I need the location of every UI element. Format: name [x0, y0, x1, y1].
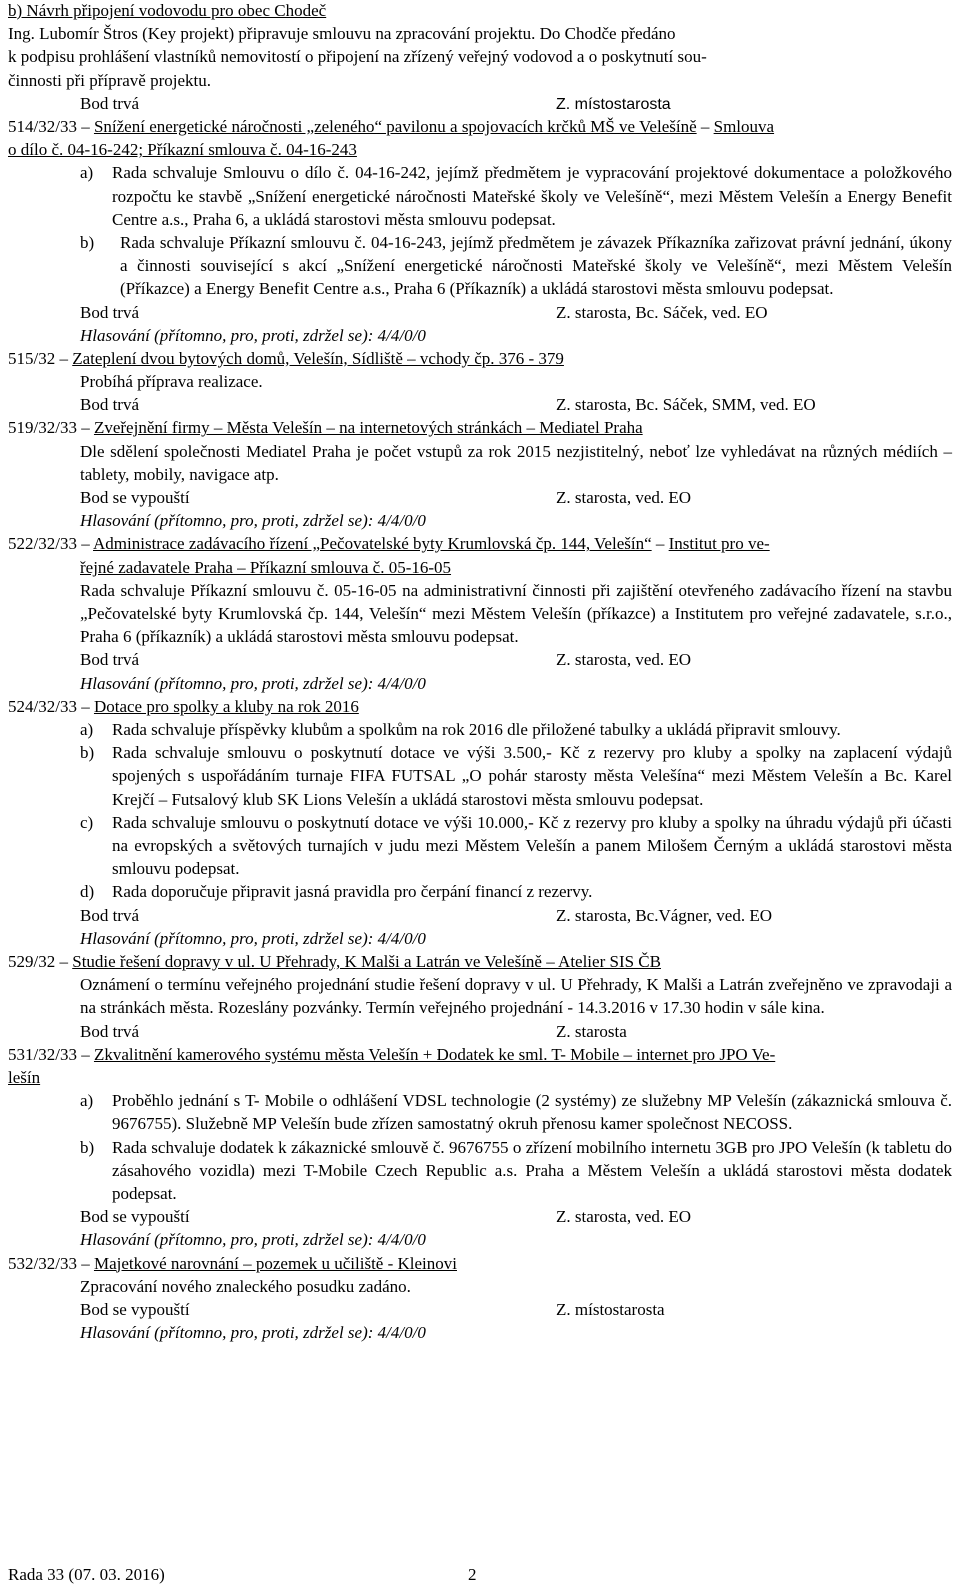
- status-row: [8, 904, 952, 927]
- item-title: Zveřejnění firmy – Města Velešín – na internetových stránkách – Mediatel Praha: [93, 418, 643, 438]
- responsible-text: Z. starosta: [556, 1021, 627, 1041]
- paragraph-line: činnosti při přípravě projektu.: [8, 70, 212, 90]
- item-title: Dotace pro spolky a kluby na rok 2016: [93, 696, 359, 716]
- vote-text: Hlasování (přítomno, pro, proti, zdržel se): 4/4/0/0: [80, 928, 426, 948]
- list-letter: d): [80, 882, 95, 902]
- item-title: lešín: [8, 1067, 41, 1087]
- list-letter: a): [80, 163, 94, 183]
- status-row: [8, 486, 952, 509]
- list-text: Rada schvaluje Smlouvu o dílo č. 04-16-242, jejímž předmětem je vypracování projektové dokumentace a položkového rozpočtu ke stavbě „Snížení energetické náročnosti Mateřské školy ve Velešíně“, mezi Městem Velešín a Energy Benefit Centre a.s., Praha 6, a ukládá starostovi města smlouvu podepsat.: [112, 163, 952, 229]
- list-item: [8, 741, 952, 811]
- item-title: Zateplení dvou bytových domů, Velešín, Sídliště – vchody čp. 376 - 379: [72, 348, 564, 368]
- vote-text: Hlasování (přítomno, pro, proti, zdržel se): 4/4/0/0: [80, 1230, 426, 1250]
- page-number: 2: [468, 1565, 477, 1584]
- status-text: Bod trvá: [80, 1021, 140, 1041]
- item-number: 531/32/33: [8, 1044, 77, 1064]
- footer-session: Rada 33 (07. 03. 2016): [8, 1565, 165, 1584]
- list-letter: a): [80, 1091, 94, 1111]
- status-row: [8, 393, 952, 416]
- list-item: [8, 811, 952, 881]
- list-text: Rada schvaluje Příkazní smlouvu č. 04-16-243, jejímž předmětem je závazek Příkazníka zařizovat právní jednání, úkony a činnosti související s akcí „Snížení energetické náročnosti Mateřské školy ve Velešíně“, mezi Městem Velešín (Příkazce) a Energy Benefit Centre a.s., Praha 6 (Příkazník) a ukládá starostovi města smlouvu podepsat.: [120, 232, 952, 299]
- list-item: [8, 231, 952, 301]
- vote-text: Hlasování (přítomno, pro, proti, zdržel se): 4/4/0/0: [80, 325, 426, 345]
- list-text: Rada schvaluje smlouvu o poskytnutí dotace ve výši 3.500,- Kč z rezervy pro kluby a spolky na zaplacení výdajů spojených s uspořádáním turnaje FIFA FUTSAL „O pohár starosty města Velešína“ mezi Městem Velešín a Bc. Karel Krejčí – Futsalový klub SK Lions Velešín a ukládá starostovi města smlouvu podepsat.: [112, 743, 952, 809]
- responsible-text: Z. starosta, Bc. Sáček, ved. EO: [556, 302, 768, 322]
- status-text: Bod trvá: [80, 650, 140, 670]
- list-text: Proběhlo jednání s T- Mobile o odhlášení VDSL technologie (2 systémy) ze služebny MP Velešín (zákaznická smlouva č. 9676755). Služebně MP Velešín bude zřízen samostatný okruh přenosu kamer společnost NECOSS.: [112, 1091, 952, 1134]
- item-number: 515/32: [8, 348, 56, 368]
- list-item: [8, 718, 952, 741]
- responsible-text: Z. starosta, Bc. Sáček, SMM, ved. EO: [556, 395, 816, 415]
- responsible-text: Z. starosta, ved. EO: [556, 650, 692, 670]
- responsible-text: Z. místostarosta: [556, 95, 671, 113]
- status-row: [8, 92, 952, 115]
- item-header: 531/32/33 – Zkvalitnění kamerového systému města Velešín + Dodatek ke sml. T- Mobile – internet pro JPO Ve-: [8, 1044, 776, 1064]
- item-title: Zkvalitnění kamerového systému města Velešín + Dodatek ke sml. T- Mobile – internet pro JPO Ve-: [93, 1044, 776, 1064]
- responsible-text: Z. starosta, ved. EO: [556, 488, 692, 508]
- page-content: [8, 0, 952, 1344]
- status-text: Bod se vypouští: [80, 1299, 190, 1319]
- list-letter: b): [80, 743, 95, 763]
- status-row: [8, 1020, 952, 1043]
- vote-text: Hlasování (přítomno, pro, proti, zdržel se): 4/4/0/0: [80, 1323, 426, 1343]
- item-number: 529/32: [8, 951, 56, 971]
- item-header: 519/32/33 – Zveřejnění firmy – Města Velešín – na internetových stránkách – Mediatel Praha: [8, 418, 643, 438]
- item-header: 514/32/33 – Snížení energetické náročnosti „zeleného“ pavilonu a spojovacích krčků MŠ ve Velešíně – Smlouva: [8, 116, 775, 136]
- item-title: Studie řešení dopravy v ul. U Přehrady, K Malši a Latrán ve Velešíně – Atelier SIS ČB: [72, 951, 661, 971]
- subitem-heading: b) Návrh připojení vodovodu pro obec Chodeč: [8, 1, 327, 20]
- vote-text: Hlasování (přítomno, pro, proti, zdržel se): 4/4/0/0: [80, 511, 426, 531]
- item-header: 522/32/33 – Administrace zadávacího řízení „Pečovatelské byty Krumlovská čp. 144, Velešín“ – Institut pro ve-: [8, 534, 770, 554]
- paragraph-line: k podpisu prohlášení vlastníků nemovitostí o připojení na zřízený veřejný vodovod a o poskytnutí sou-: [8, 47, 707, 67]
- page-footer: [8, 1563, 477, 1586]
- status-row: [8, 648, 952, 671]
- item-title: řejné zadavatele Praha – Příkazní smlouva č. 05-16-05: [80, 557, 452, 577]
- item-text: Dle sdělení společnosti Mediatel Praha je počet vstupů za rok 2015 nezjistitelný, neboť lze vyhledávat na různých médiích – tablety, mobily, navigace atp.: [80, 441, 952, 484]
- responsible-text: Z. starosta, ved. EO: [556, 1207, 692, 1227]
- item-title: Institut pro ve-: [668, 534, 770, 554]
- item-header: 524/32/33 – Dotace pro spolky a kluby na rok 2016: [8, 696, 359, 716]
- item-text: Probíhá příprava realizace.: [80, 372, 263, 392]
- list-letter: b): [80, 1137, 95, 1157]
- status-text: Bod trvá: [80, 93, 140, 113]
- item-header: 532/32/33 – Majetkové narovnání – pozemek u učiliště - Kleinovi: [8, 1253, 457, 1273]
- status-text: Bod trvá: [80, 905, 140, 925]
- item-number: 514/32/33: [8, 116, 77, 136]
- item-text: Rada schvaluje Příkazní smlouvu č. 05-16-05 na administrativní činnosti při zajištění otevřeného zadávacího řízení na stavbu „Pečovatelské byty Krumlovská čp. 144, Velešín“ mezi Městem Velešín (příkazce) a Institutem pro veřejné zadavatele, s.r.o., Praha 6 (příkazník) a ukládá starostovi města smlouvu podepsat.: [80, 580, 952, 647]
- item-number: 522/32/33: [8, 534, 77, 554]
- item-number: 524/32/33: [8, 696, 77, 716]
- item-text: Oznámení o termínu veřejného projednání studie řešení dopravy v ul. U Přehrady, K Malši a Latrán zveřejněno ve zpravodaji a na stránkách města. Rozeslány pozvánky. Termín veřejného projednání - 14.3.2016 v 17.30 hodin v sále kina.: [80, 975, 952, 1018]
- item-title: Smlouva: [713, 116, 775, 136]
- responsible-text: Z. místostarosta: [556, 1299, 665, 1319]
- item-number: 519/32/33: [8, 418, 77, 438]
- paragraph-line: Ing. Lubomír Štros (Key projekt) připravuje smlouvu na zpracování projektu. Do Chodče předáno: [8, 24, 676, 44]
- list-text: Rada schvaluje příspěvky klubům a spolkům na rok 2016 dle přiložené tabulky a ukládá připravit smlouvy.: [112, 719, 841, 739]
- list-letter: b): [80, 232, 95, 252]
- item-title: Administrace zadávacího řízení „Pečovatelské byty Krumlovská čp. 144, Velešín“: [93, 534, 652, 554]
- list-item: [8, 161, 952, 231]
- item-number: 532/32/33: [8, 1253, 77, 1273]
- item-text: Zpracování nového znaleckého posudku zadáno.: [80, 1276, 411, 1296]
- list-item: [8, 1089, 952, 1135]
- status-row: [8, 301, 952, 324]
- list-text: Rada doporučuje připravit jasná pravidla pro čerpání financí z rezervy.: [112, 882, 593, 902]
- item-header: 515/32 – Zateplení dvou bytových domů, Velešín, Sídliště – vchody čp. 376 - 379: [8, 348, 564, 368]
- list-item: [8, 1136, 952, 1206]
- status-text: Bod trvá: [80, 302, 140, 322]
- list-item: [8, 880, 952, 903]
- item-title: Majetkové narovnání – pozemek u učiliště - Kleinovi: [93, 1253, 457, 1273]
- vote-text: Hlasování (přítomno, pro, proti, zdržel se): 4/4/0/0: [80, 673, 426, 693]
- status-text: Bod se vypouští: [80, 488, 190, 508]
- list-text: Rada schvaluje smlouvu o poskytnutí dotace ve výši 10.000,- Kč z rezervy pro kluby a spolky na úhradu výdajů při účasti na evropských a světových turnajích v judu mezi Městem Velešín a panem Milošem Černým a ukládá starostovi města smlouvu podepsat.: [112, 812, 952, 879]
- list-letter: c): [80, 812, 94, 832]
- status-text: Bod se vypouští: [80, 1207, 190, 1227]
- list-letter: a): [80, 719, 94, 739]
- list-text: Rada schvaluje dodatek k zákaznické smlouvě č. 9676755 o zřízení mobilního internetu 3GB pro JPO Velešín (k tabletu do zásahového vozidla) mezi T-Mobile Czech Republic a.s. Praha a Městem Velešín a ukládá starostovi města dodatek podepsat.: [112, 1137, 952, 1203]
- item-title: Snížení energetické náročnosti „zeleného“ pavilonu a spojovacích krčků MŠ ve Velešíně: [93, 116, 697, 136]
- status-row: [8, 1298, 952, 1321]
- responsible-text: Z. starosta, Bc.Vágner, ved. EO: [556, 905, 773, 925]
- status-text: Bod trvá: [80, 395, 140, 415]
- status-row: [8, 1205, 952, 1228]
- item-title: o dílo č. 04-16-242; Příkazní smlouva č. 04-16-243: [8, 140, 357, 160]
- item-header: 529/32 – Studie řešení dopravy v ul. U Přehrady, K Malši a Latrán ve Velešíně – Atelier SIS ČB: [8, 951, 661, 971]
